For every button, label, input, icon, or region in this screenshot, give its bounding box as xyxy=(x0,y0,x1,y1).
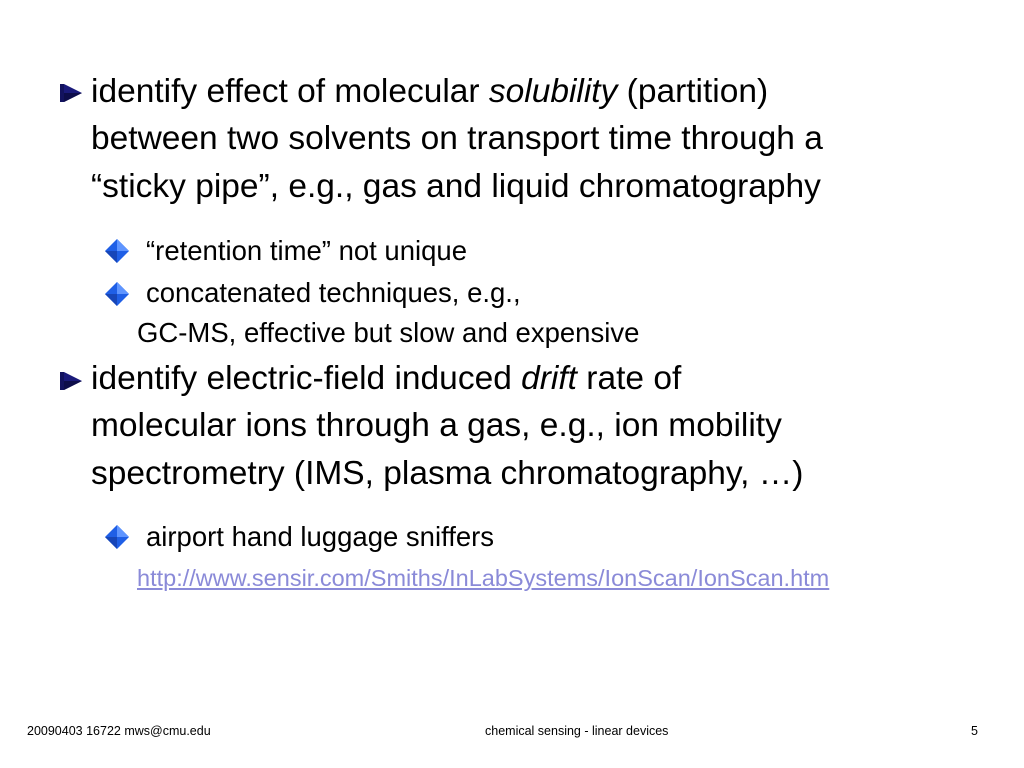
ionscan-link[interactable]: http://www.sensir.com/Smiths/InLabSystems/IonScan/IonScan.htm xyxy=(137,565,830,591)
arrow-bullet-icon xyxy=(58,81,84,105)
bullet-2-line-2: molecular ions through a gas, e.g., ion mobility xyxy=(91,407,782,444)
footer-title: chemical sensing - linear devices xyxy=(485,724,669,738)
bullet-2-emphasis: drift xyxy=(521,360,577,397)
bullet-1-line-2: between two solvents on transport time through a xyxy=(91,120,823,157)
bullet-1-line-1: identify effect of molecular solubility (partition) xyxy=(91,73,769,110)
sub-item-concatenated: concatenated techniques, e.g., xyxy=(146,277,521,308)
arrow-bullet-icon xyxy=(58,369,84,393)
bullet-1-line-3: “sticky pipe”, e.g., gas and liquid chromatography xyxy=(91,168,821,205)
ionscan-link-line xyxy=(137,556,1007,599)
sub-item-airport-sniffers: airport hand luggage sniffers xyxy=(146,521,495,552)
footer-date-author: 20090403 16722 mws@cmu.edu xyxy=(27,724,211,738)
bullet-2-line-3: spectrometry (IMS, plasma chromatography, …) xyxy=(91,455,804,492)
sub-item-concatenated-continuation: GC-MS, effective but slow and expensive xyxy=(137,317,640,348)
sub-item-retention-time: “retention time” not unique xyxy=(146,235,468,266)
diamond-bullet-icon xyxy=(104,238,130,264)
bullet-1-emphasis: solubility xyxy=(488,73,618,110)
page-number: 5 xyxy=(971,724,978,738)
diamond-bullet-icon xyxy=(104,524,130,550)
diamond-bullet-icon xyxy=(104,281,130,307)
bullet-2-line-1: identify electric-field induced drift rate of xyxy=(91,360,682,397)
